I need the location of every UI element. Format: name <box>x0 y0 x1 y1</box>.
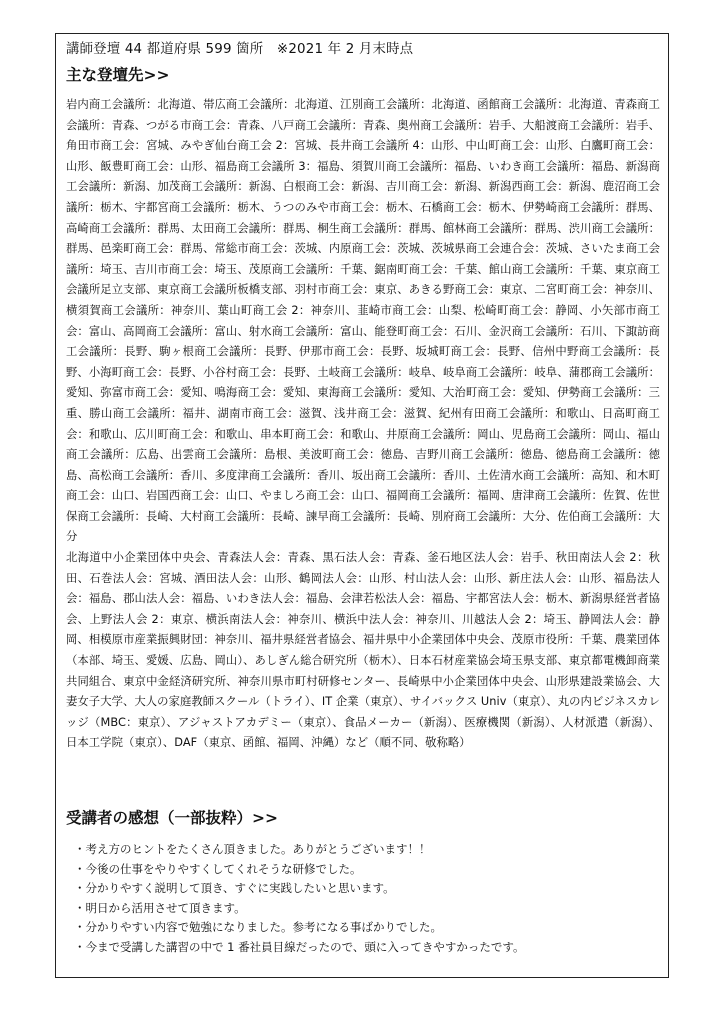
feedback-item: ・分かりやすく説明して頂き、すぐに実践したいと思います。 <box>74 881 395 895</box>
feedback-item: ・考え方のヒントをたくさん頂きました。ありがとうございます！！ <box>74 842 431 856</box>
venues-paragraph-organizations: 北海道中小企業団体中央会、青森法人会：青森、黒石法人会：青森、釜石地区法人会：岩手、秋田南法人会 2：秋田、石巻法人会：宮城、酒田法人会：山形、鶴岡法人会：山形、村山法人会：山形、新庄法人会：山形、福島法人会：福島、郡山法人会：福島、いわき法人会：福島、会津若松法人会：福島、宇都宮法人会：栃木、新潟県経営者協会、上野法人会 2：東京、横浜南法人会：神奈川、横浜中法人会：神奈川、川越法人会 2：埼玉、静岡法人会：静岡、相模原市産業振興財団：神奈川、福井県経営者協会、福井県中小企業団体中央会、茂原市役所：千葉、農業団体（本部、埼玉、愛媛、広島、岡山）、あしぎん総合研究所（栃木）、日本石材産業協会埼玉県支部、東京都電機卸商業共同組合、東京中金経済研究所、神奈川県市町村研修センター、長崎県中小企業団体中央会、山形県建設業協会、大妻女子大学、大人の家庭教師スクール（トライ）、IT 企業（東京）、サイバックス Univ（東京）、丸の内ビジネスカレッジ（MBC：東京）、アジャストアカデミー（東京）、食品メーカー（新潟）、医療機関（新潟）、人材派遣（新潟）、日本工学院（東京）、DAF（東京、函館、福岡、沖縄）など（順不同、敬称略） <box>66 550 660 750</box>
feedback-item: ・明日から活用させて頂きます。 <box>74 900 246 915</box>
feedback-item: ・分かりやすい内容で勉強になりました。参考になる事ばかりでした。 <box>74 920 442 934</box>
venues-list <box>66 94 660 753</box>
venues-paragraph-chambers: 岩内商工会議所：北海道、帯広商工会議所：北海道、江別商工会議所：北海道、函館商工会議所：北海道、青森商工会議所：青森、つがる市商工会：青森、八戸商工会議所：青森、奥州商工会議所：岩手、大船渡商工会議所：岩手、角田市商工会：宮城、みやぎ仙台商工会 2：宮城、長井商工会議所 4：山形、中山町商工会：山形、白鷹町商工会：山形、飯豊町商工会：山形、福島商工会議所 3：福島、須賀川商工会議所：福島、いわき商工会議所：福島、新潟商工会議所：新潟、加茂商工会議所：新潟、白根商工会：新潟、吉川商工会：新潟、新潟西商工会：新潟、鹿沼商工会議所：栃木、宇都宮商工会議所：栃木、うつのみや市商工会：栃木、石橋商工会：栃木、伊勢崎商工会議所：群馬、高崎商工会議所：群馬、太田商工会議所：群馬、桐生商工会議所：群馬、館林商工会議所：群馬、渋川商工会議所：群馬、邑楽町商工会：群馬、常総市商工会：茨城、内原商工会：茨城、茨城県商工会連合会：茨城、さいたま商工会議所：埼玉、吉川市商工会：埼玉、茂原商工会議所：千葉、鋸南町商工会：千葉、館山商工会議所：千葉、東京商工会議所足立支部、東京商工会議所板橋支部、羽村市商工会：東京、あきる野商工会：東京、二宮町商工会：神奈川、横須賀商工会議所：神奈川、葉山町商工会 2：神奈川、韮崎市商工会：山梨、松崎町商工会：静岡、小矢部市商工会：富山、高岡商工会議所：富山、射水商工会議所：富山、能登町商工会：石川、金沢商工会議所：石川、下諏訪商工会議所：長野、駒ヶ根商工会議所：長野、伊那市商工会：長野、坂城町商工会：長野、信州中野商工会議所：長野、小海町商工会：長野、小谷村商工会：長野、土岐商工会議所：岐阜、岐阜商工会議所：岐阜、蒲郡商工会議所：愛知、弥富市商工会：愛知、鳴海商工会：愛知、東海商工会議所：愛知、大治町商工会：愛知、伊勢商工会議所：三重、勝山商工会議所：福井、湖南市商工会：滋賀、浅井商工会：滋賀、紀州有田商工会議所：和歌山、日高町商工会：和歌山、広川町商工会：和歌山、串本町商工会：和歌山、井原商工会議所：岡山、児島商工会議所：岡山、福山商工会議所：広島、出雲商工会議所：島根、美波町商工会：徳島、吉野川商工会議所：徳島、徳島商工会議所：徳島、高松商工会議所：香川、多度津商工会議所：香川、坂出商工会議所：香川、土佐清水商工会議所：高知、和木町商工会：山口、岩国西商工会：山口、やましろ商工会：山口、福岡商工会議所：福岡、唐津商工会議所：佐賀、佐世保商工会議所：長崎、大村商工会議所：長崎、諫早商工会議所：長崎、別府商工会議所：大分、佐伯商工会議所：大分 <box>66 97 660 544</box>
headline: 講師登壇 44 都道府県 599 箇所 ※2021 年 2 月末時点 <box>66 42 414 57</box>
venues-heading: 主な登壇先>> <box>66 66 170 84</box>
feedback-item: ・今後の仕事をやりやすくしてくれそうな研修でした。 <box>74 861 362 876</box>
feedback-list <box>72 840 524 957</box>
feedback-item: ・今まで受講した講習の中で 1 番社員目線だったので、頭に入ってきやすかったです。 <box>74 939 525 954</box>
feedback-heading: 受講者の感想（一部抜粋）>> <box>66 809 278 827</box>
